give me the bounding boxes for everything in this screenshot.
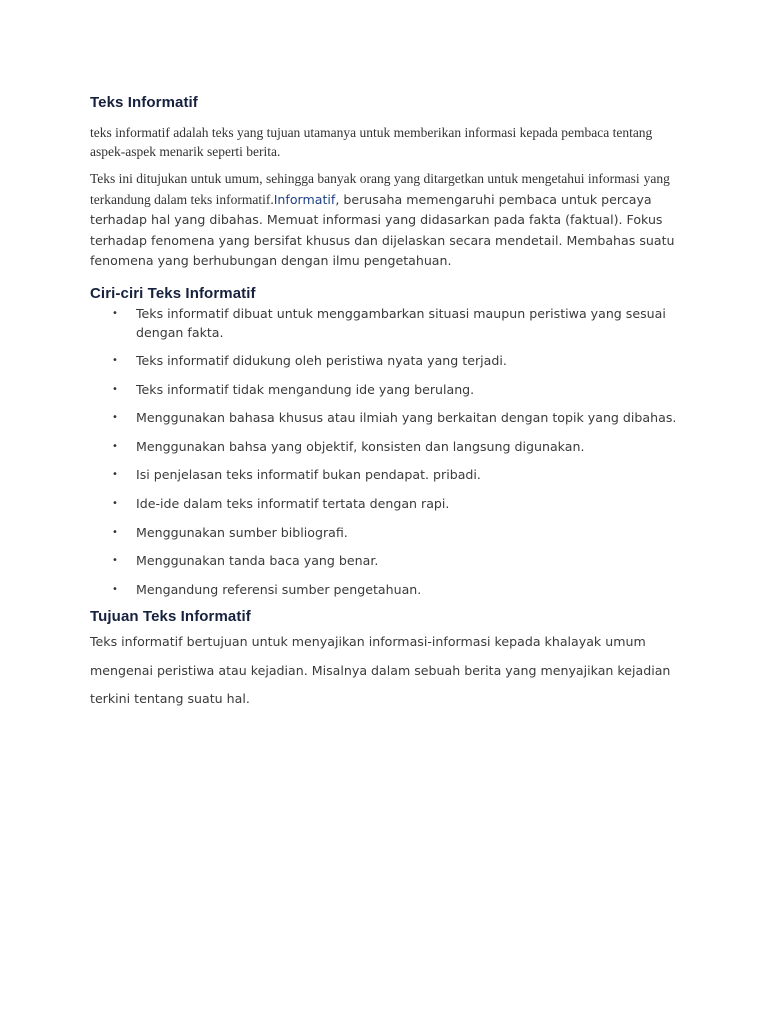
- paragraph-description-serif-line2: yang terkandung dalam teks informatif.: [90, 171, 670, 207]
- list-item: • Menggunakan tanda baca yang benar.: [112, 553, 379, 569]
- ciri-list: [90, 304, 678, 599]
- bullet-icon: •: [112, 307, 118, 319]
- bullet-icon: •: [112, 355, 118, 367]
- list-item: • Isi penjelasan teks informatif bukan pendapat. pribadi.: [112, 467, 481, 483]
- title-tujuan: Tujuan Teks Informatif: [90, 608, 251, 626]
- bullet-icon: •: [112, 383, 118, 395]
- list-item: • Ide-ide dalam teks informatif tertata dengan rapi.: [112, 496, 450, 512]
- list-item: • Mengandung referensi sumber pengetahuan.: [112, 581, 422, 597]
- bullet-icon: •: [112, 412, 118, 424]
- title-teks-informatif: Teks Informatif: [90, 94, 198, 111]
- list-item: • Menggunakan sumber bibliografi.: [112, 524, 348, 540]
- bullet-icon: •: [112, 555, 118, 567]
- title-ciri-ciri: Ciri-ciri Teks Informatif: [90, 284, 256, 302]
- paragraph-description-rest: terhadap hal yang dibahas. Memuat informasi yang didasarkan pada fakta (faktual). Fokus terhadap fenomena yang bersifat khusus dan dijelaskan secara mendetail. Membahas suatu fenomena yang berhubungan dengan ilmu pengetahuan.: [90, 212, 675, 268]
- paragraph-definition: teks informatif adalah teks yang tujuan utamanya untuk memberikan informasi kepada pembaca tentang aspek-aspek menarik seperti berita.: [90, 125, 653, 159]
- paragraph-description-line2-rest: , berusaha memengaruhi pembaca untuk percaya: [335, 191, 652, 207]
- bullet-icon: •: [112, 498, 118, 510]
- informatif-link[interactable]: Informatif: [273, 191, 336, 207]
- paragraph-tujuan: Teks informatif bertujuan untuk menyajikan informasi-informasi kepada khalayak umum mengenai peristiwa atau kejadian. Misalnya dalam sebuah berita yang menyajikan kejadian terkini tentang suatu hal.: [90, 634, 671, 707]
- list-item: • Teks informatif tidak mengandung ide yang berulang.: [112, 381, 475, 397]
- list-item: • Menggunakan bahsa yang objektif, konsisten dan langsung digunakan.: [112, 438, 585, 454]
- bullet-icon: •: [112, 440, 118, 452]
- list-item: • Teks informatif didukung oleh peristiwa nyata yang terjadi.: [112, 353, 507, 369]
- bullet-icon: •: [112, 583, 118, 595]
- bullet-icon: •: [112, 469, 118, 481]
- paragraph-description: [90, 169, 678, 272]
- paragraph-description-serif-line1: Teks ini ditujukan untuk umum, sehingga banyak orang yang ditargetkan untuk mengetahui informasi: [90, 171, 640, 186]
- list-item: • Menggunakan bahasa khusus atau ilmiah yang berkaitan dengan topik yang dibahas.: [112, 410, 677, 426]
- bullet-icon: •: [112, 526, 118, 538]
- list-item: • Teks informatif dibuat untuk menggambarkan situasi maupun peristiwa yang sesuai dengan fakta.: [112, 305, 666, 340]
